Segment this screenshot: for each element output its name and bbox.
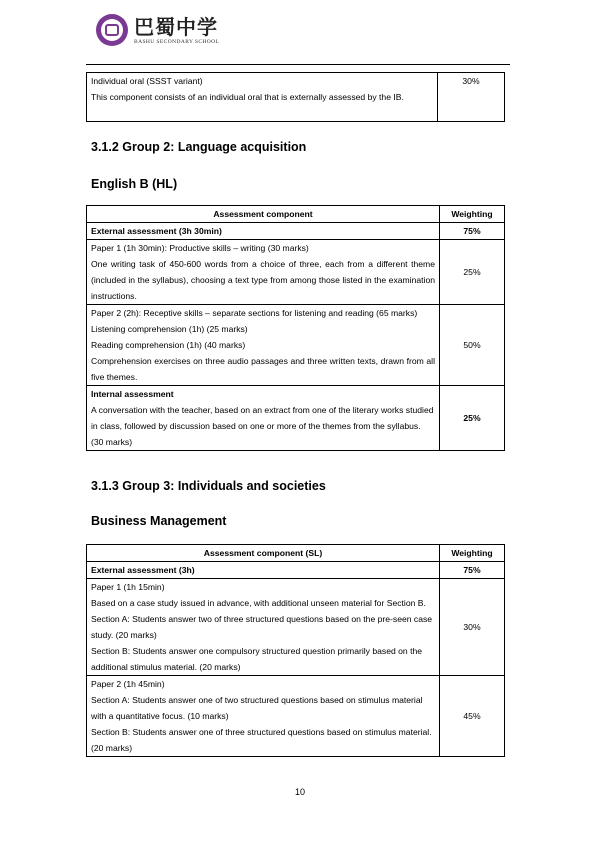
column-header-weighting: Weighting — [440, 206, 505, 223]
internal-assessment-cell — [87, 386, 440, 451]
school-name-en: BASHU SECONDARY SCHOOL — [134, 38, 220, 45]
external-assessment-weight: 75% — [440, 223, 505, 240]
paper2-line: Reading comprehension (1h) (40 marks) — [91, 340, 246, 350]
paper1-line: Based on a case study issued in advance, with additional unseen material for Section B. — [91, 598, 426, 608]
external-assessment-weight: 75% — [440, 562, 505, 579]
component-description: This component consists of an individual oral that is externally assessed by the IB. — [91, 92, 404, 102]
paper1-weight: 25% — [440, 240, 505, 305]
internal-assessment-label: Internal assessment — [91, 389, 174, 399]
page-number: 10 — [294, 787, 305, 797]
external-assessment-label: External assessment (3h) — [87, 562, 440, 579]
section-heading-312: 3.1.2 Group 2: Language acquisition — [91, 140, 307, 154]
paper2-line: Paper 2 (1h 45min) — [91, 679, 165, 689]
paper2-line: Paper 2 (2h): Receptive skills – separate sections for listening and reading (65 marks) — [91, 308, 418, 318]
paper1-line: One writing task of 450-600 words from a choice of three, each from a different theme (included in the syllabus), choosing a text type from among those listed in the examination instructions. — [91, 259, 435, 301]
paper2-line: Section A: Students answer one of two structured questions based on stimulus material with a quantitative focus. (10 marks) — [91, 695, 423, 721]
component-cell — [87, 73, 438, 122]
paper2-cell — [87, 676, 440, 757]
paper1-line: Paper 1 (1h 15min) — [91, 582, 165, 592]
paper2-line: Section B: Students answer one of three structured questions based on stimulus material. (20 marks) — [91, 727, 432, 753]
header-divider — [86, 64, 510, 65]
paper1-line: Section B: Students answer one compulsory structured question primarily based on the additional stimulus material. (20 marks) — [91, 646, 423, 672]
weight-cell: 30% — [438, 73, 505, 122]
internal-assessment-description: A conversation with the teacher, based on an extract from one of the literary works studied in class, followed by discussion based on one or more of the themes from the syllabus. (30 marks) — [91, 405, 434, 447]
school-logo-icon — [96, 14, 128, 46]
paper1-cell — [87, 240, 440, 305]
paper2-weight: 50% — [440, 305, 505, 386]
school-name-cn: 巴蜀中学 — [134, 14, 218, 39]
external-assessment-label: External assessment (3h 30min) — [87, 223, 440, 240]
school-header — [96, 10, 219, 50]
school-name — [134, 16, 219, 45]
paper2-weight: 45% — [440, 676, 505, 757]
column-header-component: Assessment component (SL) — [87, 545, 440, 562]
paper1-weight: 30% — [440, 579, 505, 676]
column-header-component: Assessment component — [87, 206, 440, 223]
paper1-line: Paper 1 (1h 30min): Productive skills – writing (30 marks) — [91, 243, 309, 253]
component-title: Individual oral (SSST variant) — [91, 76, 203, 86]
english-b-assessment-table — [86, 205, 505, 451]
business-management-assessment-table — [86, 544, 505, 757]
individual-oral-table — [86, 72, 505, 122]
subheading-english-b: English B (HL) — [91, 177, 178, 191]
paper2-line: Comprehension exercises on three audio passages and three written texts, drawn from all five themes. — [91, 356, 435, 382]
paper2-cell — [87, 305, 440, 386]
subheading-business-management: Business Management — [91, 514, 227, 528]
internal-assessment-weight: 25% — [440, 386, 505, 451]
column-header-weighting: Weighting — [440, 545, 505, 562]
paper1-cell — [87, 579, 440, 676]
paper1-line: Section A: Students answer two of three structured questions based on the pre-seen case study. (20 marks) — [91, 614, 433, 640]
section-heading-313: 3.1.3 Group 3: Individuals and societies — [91, 479, 326, 493]
paper2-line: Listening comprehension (1h) (25 marks) — [91, 324, 248, 334]
